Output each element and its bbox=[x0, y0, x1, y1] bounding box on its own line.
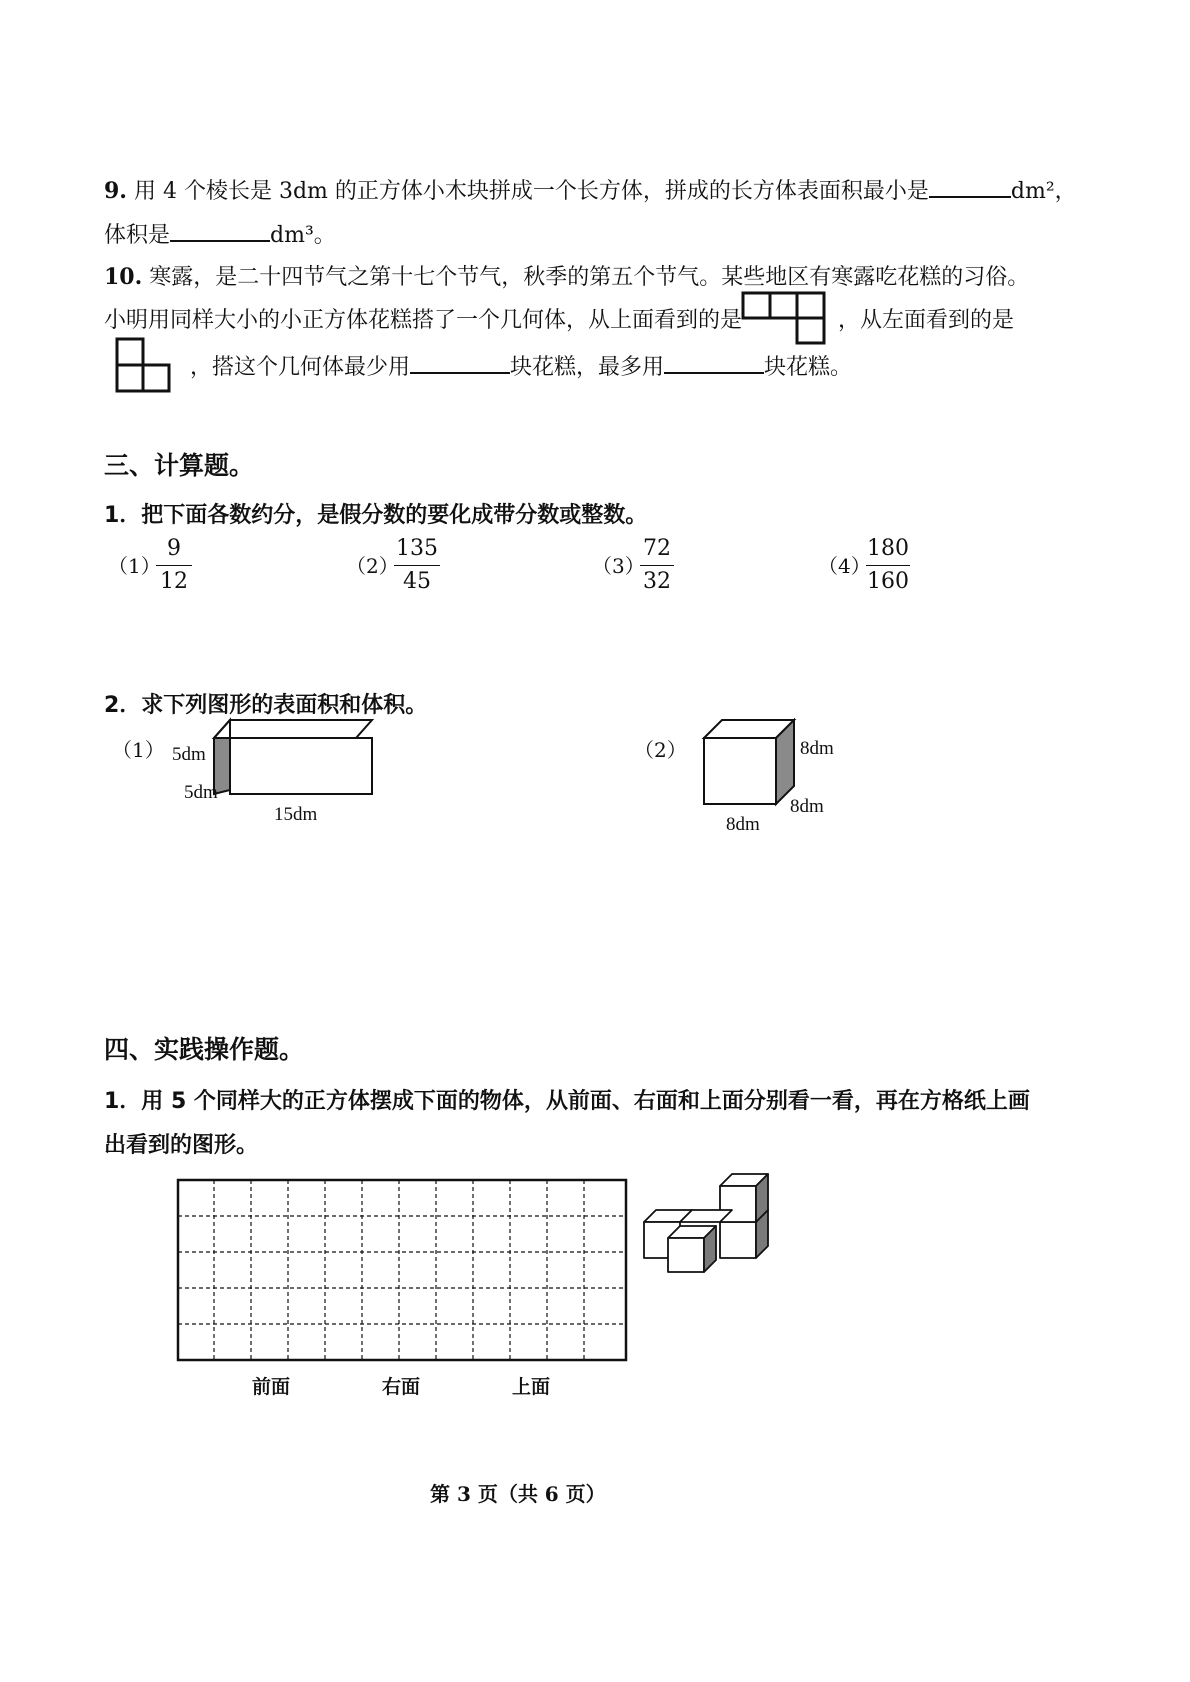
fraction-4-numerator: 180 bbox=[867, 536, 909, 561]
cube-figure bbox=[700, 716, 800, 808]
fraction-item-2 bbox=[394, 534, 440, 597]
cube-width-label: 8dm bbox=[726, 814, 760, 835]
cuboid-figure bbox=[210, 716, 382, 798]
q9-text-b: 体积是 bbox=[104, 223, 171, 248]
q10-line3-text-b: 块花糕，最多用 bbox=[510, 355, 665, 380]
q10-answer-blank-min[interactable] bbox=[410, 350, 510, 374]
section3-heading: 三、计算题。 bbox=[104, 451, 255, 480]
q10-number: 10. bbox=[104, 264, 143, 290]
grid-label-top: 上面 bbox=[512, 1376, 551, 1398]
fraction-item-3-label: （3） bbox=[592, 554, 645, 578]
q10-line2a bbox=[104, 306, 742, 336]
q9-unit-area: dm²， bbox=[1010, 179, 1077, 204]
fraction-item-3 bbox=[640, 534, 674, 597]
q10-line3-text-c: 块花糕。 bbox=[764, 355, 853, 380]
fraction-3-numerator: 72 bbox=[643, 536, 671, 561]
cube-height-label: 8dm bbox=[800, 738, 834, 759]
q9-answer-blank-volume[interactable] bbox=[170, 218, 270, 242]
page-footer: 第 3 页（共 6 页） bbox=[430, 1482, 606, 1506]
top-view-figure bbox=[740, 290, 830, 346]
fraction-1-numerator: 9 bbox=[167, 536, 181, 561]
fraction-1-denominator: 12 bbox=[160, 569, 188, 594]
figure1-label: （1） bbox=[112, 738, 165, 762]
section4-heading: 四、实践操作题。 bbox=[104, 1035, 305, 1064]
section4-q1-line1: 1．用 5 个同样大的正方体摆成下面的物体，从前面、右面和上面分别看一看，再在方格纸上画 bbox=[104, 1089, 1030, 1114]
cuboid-length-label: 15dm bbox=[274, 804, 318, 825]
q10-line3-text-a: ，搭这个几何体最少用 bbox=[190, 355, 411, 380]
q9-unit-volume: dm³。 bbox=[270, 223, 336, 248]
fraction-3-denominator: 32 bbox=[643, 569, 671, 594]
fraction-item-2-label: （2） bbox=[346, 554, 399, 578]
grid-label-right: 右面 bbox=[382, 1376, 421, 1398]
q9-text-a: 用 4 个棱长是 3dm 的正方体小木块拼成一个长方体，拼成的长方体表面积最小是 bbox=[133, 179, 929, 204]
section3-q2-text: 2．求下列图形的表面积和体积。 bbox=[104, 693, 428, 718]
cuboid-height-label: 5dm bbox=[172, 744, 206, 765]
grid-label-front: 前面 bbox=[252, 1376, 291, 1398]
fraction-1-bar bbox=[156, 565, 192, 566]
left-view-figure bbox=[114, 336, 174, 394]
q9-line2 bbox=[104, 218, 336, 251]
fraction-item-4 bbox=[866, 534, 910, 597]
fraction-item-1-label: （1） bbox=[108, 554, 161, 578]
section4-q1-line2: 出看到的图形。 bbox=[104, 1133, 259, 1158]
cuboid-width-label: 5dm bbox=[184, 782, 218, 803]
grid-paper[interactable] bbox=[176, 1176, 630, 1364]
fraction-3-bar bbox=[640, 565, 674, 566]
fraction-4-bar bbox=[866, 565, 910, 566]
q9-answer-blank-area[interactable] bbox=[929, 174, 1011, 198]
q10-line3 bbox=[190, 350, 852, 383]
fraction-2-numerator: 135 bbox=[396, 536, 438, 561]
fraction-4-denominator: 160 bbox=[867, 569, 909, 594]
q10-answer-blank-max[interactable] bbox=[664, 350, 764, 374]
fraction-item-4-label: （4） bbox=[818, 554, 871, 578]
section3-q1-text: 1．把下面各数约分，是假分数的要化成带分数或整数。 bbox=[104, 503, 648, 528]
fraction-2-denominator: 45 bbox=[403, 569, 431, 594]
q10-line2b bbox=[838, 306, 1014, 336]
q10-line1-text: 寒露，是二十四节气之第十七个节气，秋季的第五个节气。某些地区有寒露吃花糕的习俗。 bbox=[149, 265, 1030, 290]
five-cube-solid bbox=[636, 1166, 782, 1276]
fraction-2-bar bbox=[394, 565, 440, 566]
q9-number: 9. bbox=[104, 178, 127, 204]
q10-line2-text-a: 小明用同样大小的小正方体花糕搭了一个几何体，从上面看到的是 bbox=[104, 308, 743, 333]
q10-line1 bbox=[104, 262, 1029, 293]
fraction-item-1 bbox=[156, 534, 192, 597]
q10-line2-text-b: ，从左面看到的是 bbox=[838, 308, 1015, 333]
q9-line1 bbox=[104, 174, 1077, 207]
cube-depth-label: 8dm bbox=[790, 796, 824, 817]
figure2-label: （2） bbox=[634, 738, 687, 762]
